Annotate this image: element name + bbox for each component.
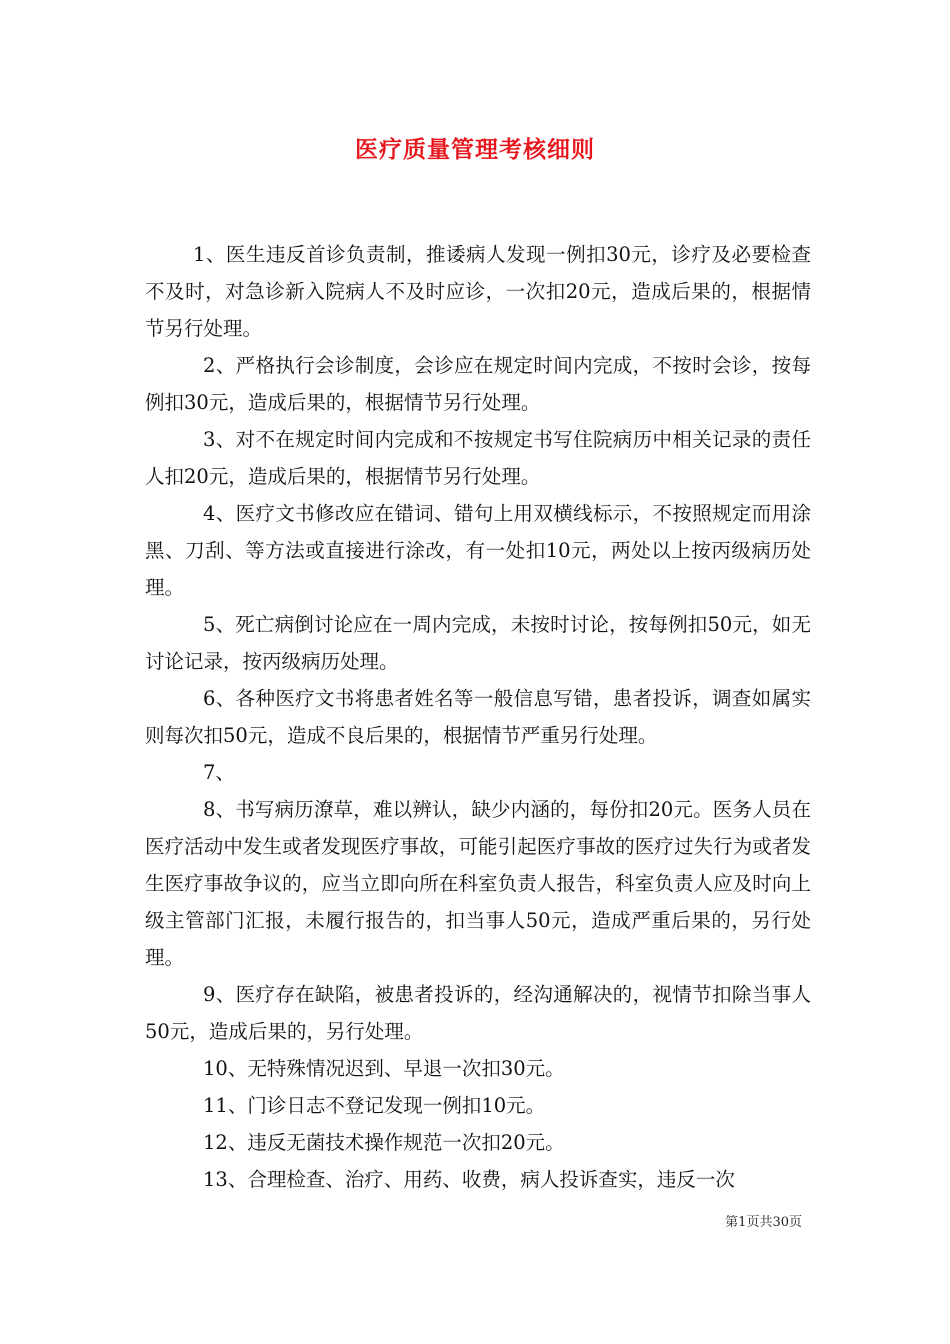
paragraph-6: 6、各种医疗文书将患者姓名等一般信息写错，患者投诉，调查如属实则每次扣50元，造成不良后果的，根据情节严重另行处理。	[145, 687, 811, 747]
paragraph-11: 11、门诊日志不登记发现一例扣10元。	[203, 1094, 546, 1117]
paragraph-12: 12、违反无菌技术操作规范一次扣20元。	[203, 1131, 565, 1154]
paragraph-8: 8、书写病历潦草，难以辨认，缺少内涵的，每份扣20元。医务人员在医疗活动中发生或者发现医疗事故，可能引起医疗事故的医疗过失行为或者发生医疗事故争议的，应当立即向所在科室负责人报告，科室负责人应及时向上级主管部门汇报，未履行报告的，扣当事人50元，造成严重后果的，另行处理。	[145, 798, 811, 969]
paragraph-10: 10、无特殊情况迟到、早退一次扣30元。	[203, 1057, 565, 1080]
paragraph-2: 2、严格执行会诊制度，会诊应在规定时间内完成，不按时会诊，按每例扣30元，造成后果的，根据情节另行处理。	[145, 354, 811, 414]
paragraph-7: 7、	[203, 761, 235, 784]
document-body	[145, 236, 811, 1198]
paragraph-13: 13、合理检查、治疗、用药、收费，病人投诉查实，违反一次	[203, 1168, 735, 1191]
page-number: 第1页共30页	[725, 1215, 802, 1230]
paragraph-3: 3、对不在规定时间内完成和不按规定书写住院病历中相关记录的责任人扣20元，造成后果的，根据情节另行处理。	[145, 428, 811, 488]
paragraph-1: 1、医生违反首诊负责制，推诿病人发现一例扣30元，诊疗及必要检查不及时，对急诊新入院病人不及时应诊，一次扣20元，造成后果的，根据情节另行处理。	[145, 243, 811, 340]
paragraph-9: 9、医疗存在缺陷，被患者投诉的，经沟通解决的，视情节扣除当事人50元，造成后果的，另行处理。	[145, 983, 811, 1043]
paragraph-4: 4、医疗文书修改应在错词、错句上用双横线标示，不按照规定而用涂黑、刀刮、等方法或直接进行涂改，有一处扣10元，两处以上按丙级病历处理。	[145, 502, 811, 599]
paragraph-5: 5、死亡病倒讨论应在一周内完成，未按时讨论，按每例扣50元，如无讨论记录，按丙级病历处理。	[145, 613, 811, 673]
document-title: 医疗质量管理考核细则	[355, 136, 595, 163]
